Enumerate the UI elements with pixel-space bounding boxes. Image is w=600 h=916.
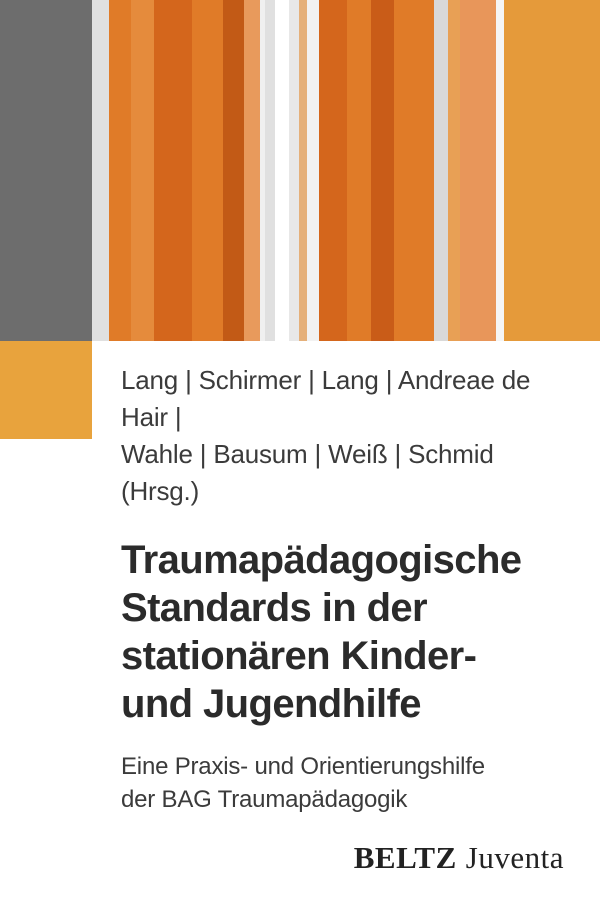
left-white-block xyxy=(0,439,92,916)
artwork-stripe xyxy=(504,0,600,341)
publisher-logo xyxy=(354,840,564,876)
subtitle-line-2: der BAG Traumapädagogik xyxy=(121,786,408,813)
cover-artwork-stripes xyxy=(0,0,600,341)
cover-text-area xyxy=(121,362,571,816)
editors-block xyxy=(121,362,571,510)
title-line-3: stationären Kinder- xyxy=(121,634,477,678)
publisher-name-juventa: Juventa xyxy=(465,840,564,875)
artwork-stripe xyxy=(0,0,92,341)
artwork-stripe xyxy=(109,0,131,341)
artwork-stripe xyxy=(448,0,460,341)
title-line-2: Standards in der xyxy=(121,586,428,630)
book-subtitle xyxy=(121,750,571,816)
artwork-stripe xyxy=(299,0,307,341)
cover-left-column xyxy=(0,341,92,916)
editors-line-2: Wahle | Bausum | Weiß | Schmid (Hrsg.) xyxy=(121,439,494,506)
artwork-stripe xyxy=(394,0,434,341)
artwork-stripe xyxy=(265,0,275,341)
artwork-stripe xyxy=(460,0,496,341)
subtitle-line-1: Eine Praxis- und Orientierungshilfe xyxy=(121,753,485,780)
editors-line-1: Lang | Schirmer | Lang | Andreae de Hair | xyxy=(121,365,531,432)
artwork-stripe xyxy=(319,0,347,341)
title-line-4: und Jugendhilfe xyxy=(121,682,421,726)
artwork-stripe xyxy=(92,0,109,341)
artwork-stripe xyxy=(154,0,192,341)
book-title xyxy=(121,536,571,728)
artwork-stripe xyxy=(307,0,319,341)
publisher-name-beltz: BELTZ xyxy=(353,840,457,875)
artwork-stripe xyxy=(434,0,448,341)
artwork-stripe xyxy=(347,0,371,341)
artwork-stripe xyxy=(371,0,394,341)
artwork-stripe xyxy=(131,0,154,341)
left-orange-block xyxy=(0,341,92,439)
artwork-stripe xyxy=(223,0,244,341)
artwork-stripe xyxy=(244,0,260,341)
artwork-stripe xyxy=(289,0,299,341)
artwork-stripe xyxy=(496,0,504,341)
artwork-stripe xyxy=(192,0,223,341)
title-line-1: Traumapädagogische xyxy=(121,538,522,582)
artwork-stripe xyxy=(275,0,289,341)
